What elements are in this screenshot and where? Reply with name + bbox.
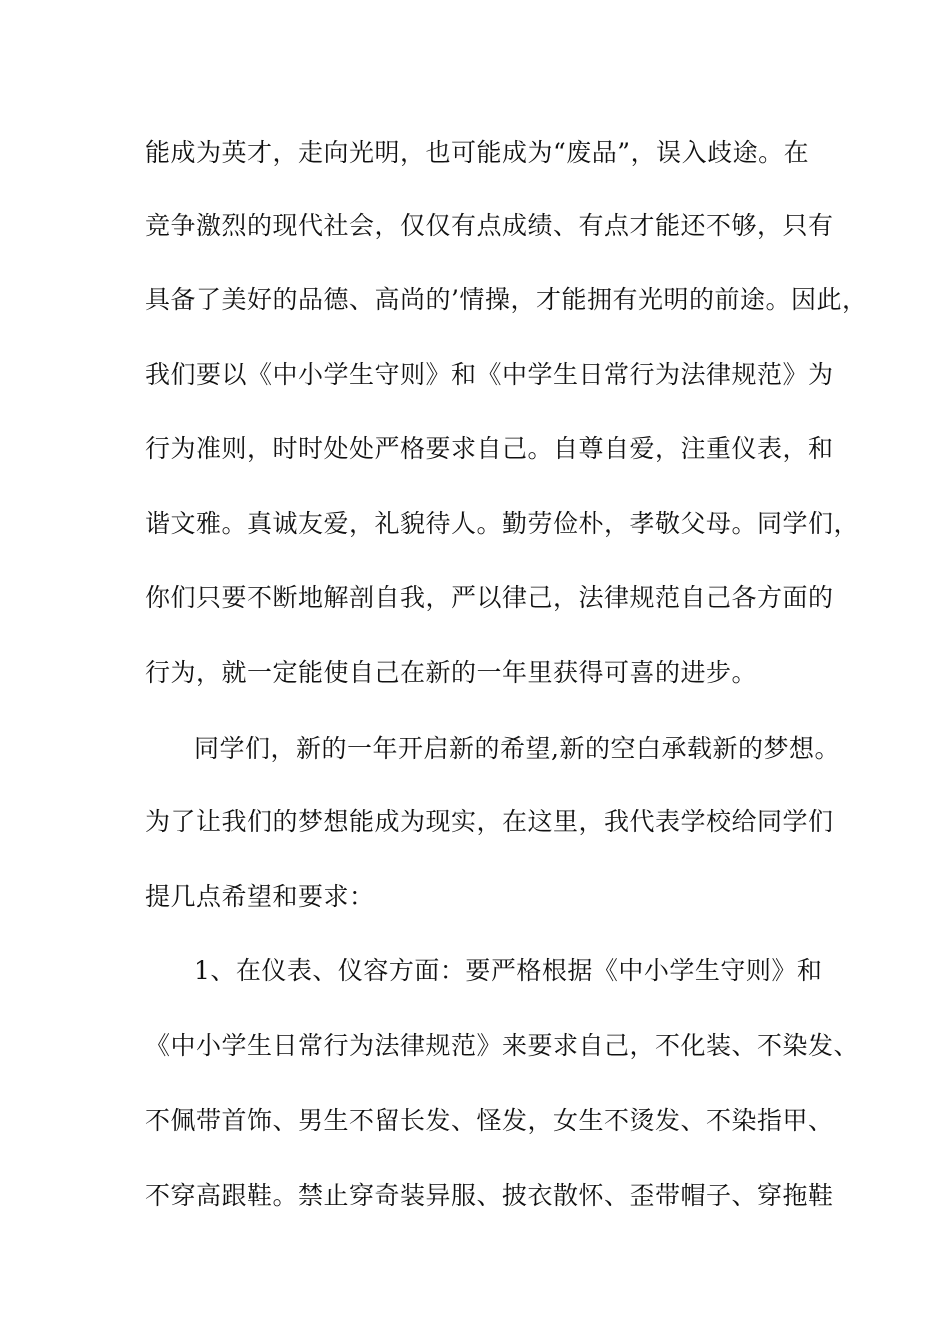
text-line-14: 不佩带首饰、男生不留长发、怪发，女生不烫发、不染指甲、 bbox=[145, 1106, 834, 1135]
text-line-1: 能成为英才，走向光明，也可能成为“废品”，误入歧途。在 bbox=[145, 138, 810, 167]
text-line-3: 具备了美好的品德、高尚的’情操，才能拥有光明的前途。因此， bbox=[145, 285, 868, 314]
text-line-9: 同学们，新的一年开启新的希望,新的空白承载新的梦想。 bbox=[194, 734, 840, 763]
text-line-5: 行为准则，时时处处严格要求自己。自尊自爱，注重仪表，和 bbox=[145, 434, 834, 463]
text-line-11: 提几点希望和要求： bbox=[145, 882, 375, 911]
text-line-2: 竞争激烈的现代社会，仅仅有点成绩、有点才能还不够，只有 bbox=[145, 211, 834, 240]
text-line-12: 1、在仪表、仪容方面：要严格根据《中小学生守则》和 bbox=[194, 956, 823, 985]
text-line-6: 谐文雅。真诚友爱，礼貌待人。勤劳俭朴，孝敬父母。同学们， bbox=[145, 509, 860, 538]
text-line-4: 我们要以《中小学生守则》和《中学生日常行为法律规范》为 bbox=[145, 360, 834, 389]
text-line-7: 你们只要不断地解剖自我，严以律己，法律规范自己各方面的 bbox=[145, 583, 834, 612]
text-line-13: 《中小学生日常行为法律规范》来要求自己，不化装、不染发、 bbox=[145, 1031, 860, 1060]
text-line-8: 行为，就一定能使自己在新的一年里获得可喜的进步。 bbox=[145, 658, 758, 687]
text-line-10: 为了让我们的梦想能成为现实，在这里，我代表学校给同学们 bbox=[145, 807, 834, 836]
text-line-15: 不穿高跟鞋。禁止穿奇装异服、披衣散怀、歪带帽子、穿拖鞋 bbox=[145, 1181, 834, 1210]
